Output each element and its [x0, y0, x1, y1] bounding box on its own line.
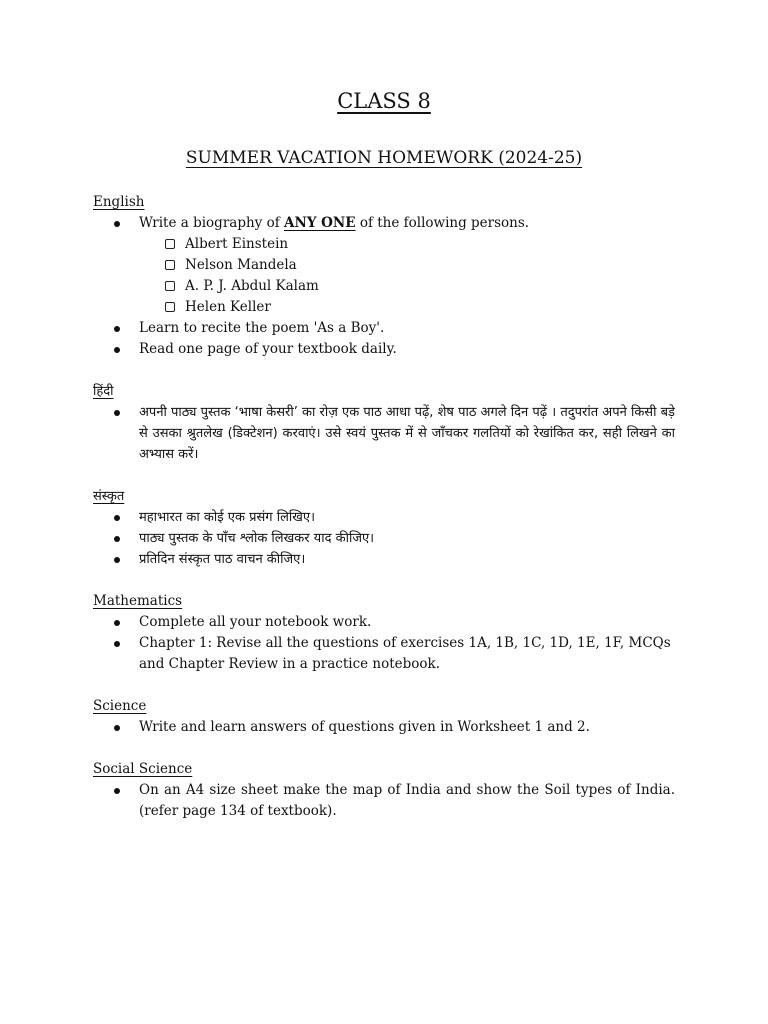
- checkbox-icon: [165, 260, 175, 270]
- section-heading-science: Science: [93, 698, 147, 714]
- homework-body: [93, 192, 675, 843]
- section-mathematics: [93, 591, 675, 675]
- section-hindi: [93, 381, 675, 465]
- social-science-list: [93, 780, 675, 822]
- checkbox-icon: [165, 281, 175, 291]
- section-science: [93, 696, 675, 738]
- english-item-1-start: Write a biography of: [139, 215, 284, 231]
- list-item: [93, 717, 675, 738]
- english-item-2: Learn to recite the poem 'As a Boy'.: [139, 320, 385, 336]
- list-item: [93, 780, 675, 822]
- bullet-icon: [114, 515, 120, 521]
- checklist-item: [165, 255, 675, 276]
- social-science-item-1: On an A4 size sheet make the map of India and show the Soil types of India. (refer page 134 of textbook).: [139, 782, 675, 819]
- checkbox-icon: [165, 239, 175, 249]
- checklist-item: [165, 297, 675, 318]
- persons-checklist: [139, 234, 675, 318]
- hindi-item-1: अपनी पाठ्य पुस्तक ‘भाषा केसरी’ का रोज़ एक पाठ आधा पढ़ें, शेष पाठ अगले दिन पढ़ें । तदुपरांत अपने किसी बड़े से उसका श्रुतलेख (डिक्टेशन) करवाएं। उसे स्वयं पुस्तक में से जाँचकर गलतियों को रेखांकित कर, सही लिखने का अभ्यास करें।: [139, 405, 675, 462]
- science-item-1: Write and learn answers of questions given in Worksheet 1 and 2.: [139, 719, 590, 735]
- person-name: Albert Einstein: [185, 236, 289, 252]
- section-heading-social-science: Social Science: [93, 761, 193, 777]
- list-item: [93, 612, 675, 633]
- list-item: [93, 402, 675, 465]
- list-item: [93, 633, 675, 675]
- section-heading-english: English: [93, 194, 145, 210]
- sanskrit-item-2: पाठ्य पुस्तक के पाँच श्लोक लिखकर याद कीजिए।: [139, 531, 375, 546]
- section-social-science: [93, 759, 675, 822]
- section-heading-sanskrit: संस्कृत: [93, 489, 125, 504]
- person-name: Helen Keller: [185, 299, 271, 315]
- list-item: [93, 549, 675, 570]
- bullet-icon: [114, 557, 120, 563]
- mathematics-item-1: Complete all your notebook work.: [139, 614, 372, 630]
- bullet-icon: [114, 410, 120, 416]
- hindi-list: [93, 402, 675, 465]
- bullet-icon: [114, 725, 120, 731]
- bullet-icon: [114, 788, 120, 794]
- page-title: CLASS 8: [337, 89, 431, 113]
- english-item-1-emphasis: ANY ONE: [284, 215, 356, 231]
- english-item-1-end: of the following persons.: [355, 215, 530, 231]
- person-name: Nelson Mandela: [185, 257, 297, 273]
- checkbox-icon: [165, 302, 175, 312]
- bullet-icon: [114, 326, 120, 332]
- list-item: [93, 528, 675, 549]
- sanskrit-item-1: महाभारत का कोई एक प्रसंग लिखिए।: [139, 510, 315, 525]
- bullet-icon: [114, 347, 120, 353]
- science-list: [93, 717, 675, 738]
- bullet-icon: [114, 536, 120, 542]
- section-heading-hindi: हिंदी: [93, 384, 114, 399]
- bullet-icon: [114, 221, 120, 227]
- checklist-item: [165, 234, 675, 255]
- list-item: [93, 339, 675, 360]
- bullet-icon: [114, 620, 120, 626]
- page-subtitle: SUMMER VACATION HOMEWORK (2024-25): [185, 148, 583, 168]
- section-english: [93, 192, 675, 360]
- section-heading-mathematics: Mathematics: [93, 593, 183, 609]
- list-item: [93, 507, 675, 528]
- list-item: [93, 213, 675, 318]
- sanskrit-list: [93, 507, 675, 570]
- sanskrit-item-3: प्रतिदिन संस्कृत पाठ वाचन कीजिए।: [139, 552, 306, 567]
- list-item: [93, 318, 675, 339]
- section-sanskrit: [93, 486, 675, 570]
- bullet-icon: [114, 641, 120, 647]
- mathematics-item-2: Chapter 1: Revise all the questions of exercises 1A, 1B, 1C, 1D, 1E, 1F, MCQs and Chapter Review in a practice notebook.: [139, 635, 671, 672]
- checklist-item: [165, 276, 675, 297]
- english-item-3: Read one page of your textbook daily.: [139, 341, 397, 357]
- person-name: A. P. J. Abdul Kalam: [185, 278, 319, 294]
- mathematics-list: [93, 612, 675, 675]
- english-list: [93, 213, 675, 360]
